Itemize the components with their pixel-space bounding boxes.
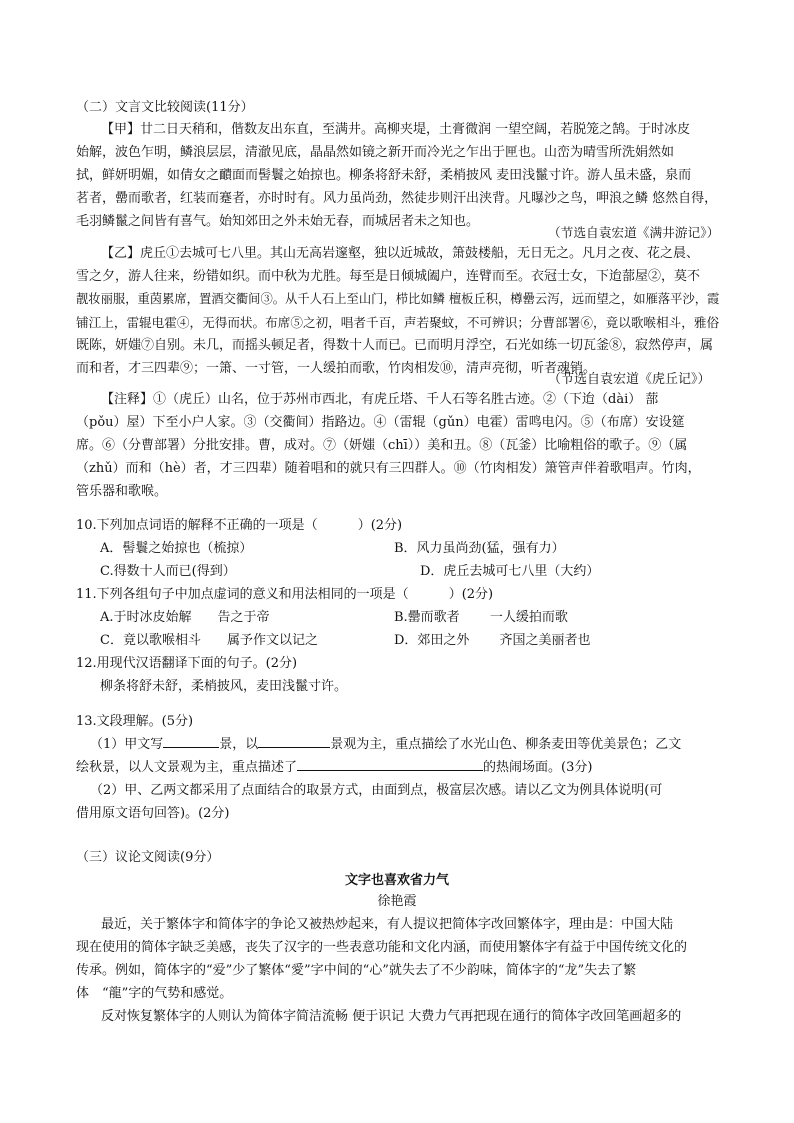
sub-question-1-cont: 绘秋景，以人文景观为主，重点描述了 的热闹场面。(3分) bbox=[76, 756, 592, 779]
article-title: 文字也喜欢省力气 bbox=[344, 873, 449, 888]
article-line: 现在使用的简体字缺乏美感，丧失了汉字的一些表意功能和文化内涵，而使用繁体字有益于中国传统文化的 bbox=[76, 940, 688, 955]
annotation-line: 席。⑥（分曹部署）分批安排。曹，成对。⑦（妍媸（chī））美和丑。⑧（瓦釜）比喻粗俗的歌子。⑨（属 bbox=[76, 438, 688, 453]
answer-blank[interactable] bbox=[318, 516, 358, 529]
passage-line: 始解，波色乍明，鳞浪层层，清澈见底，晶晶然如镜之新开而冷光之乍出于匣也。山峦为晴雪所洗娟然如 bbox=[76, 145, 675, 160]
article-author: 徐艳霞 bbox=[377, 894, 417, 909]
option-a: A．髻鬟之始掠也（梳掠） bbox=[100, 541, 253, 556]
passage-line: 铺江上，雷辊电霍④，无得而状。布席⑤之初，唱者千百，声若聚蚊，不可辨识；分曹部署⑥，竟以歌喉相斗，雅俗 bbox=[76, 315, 720, 330]
article-line: 最近，关于繁体字和简体字的争论又被热炒起来，有人提议把简体字改回繁体字，理由是：中国大陆 bbox=[101, 917, 674, 932]
question-stem: 10.下列加点词语的解释不正确的一项是（ ）(2分) bbox=[76, 518, 403, 533]
sub-question-1: （1）甲文写 景，以 景观为主，重点描绘了水光山色、柳条麦田等优美景色；乙文 bbox=[90, 733, 681, 756]
annotation-line: 管乐器和歌喉。 bbox=[76, 484, 168, 499]
translation-sentence: 柳条将舒未舒，柔梢披风，麦田浅鬣寸许。 bbox=[100, 679, 348, 694]
passage-line: 雪之夕，游人往来，纷错如织。而中秋为尤胜。每至是日倾城阖户，连臂而至。衣冠士女，下迨蔀屋②，莫不 bbox=[76, 269, 701, 284]
passage-line: 既陈，妍媸⑦自别。未几，而摇头顿足者，得数十人而已。已而明月浮空，石光如练一切瓦釜⑧，寂然停声，属 bbox=[76, 338, 714, 353]
answer-blank[interactable] bbox=[409, 585, 449, 598]
article-line: 体 “龍”字的气势和感觉。 bbox=[76, 986, 233, 1001]
passage-line: 茗者，罍而歌者，红装而蹇者，亦时时有。风力虽尚劲，然徒步则汗出浃背。凡曝沙之鸟，呷浪之鳞 悠然自得， bbox=[76, 191, 718, 206]
passage-line: 拭，鲜妍明媚，如倩女之靧面而髻鬟之始掠也。柳条将舒未舒，柔梢披风 麦田浅鬣寸许。游人虽未盛，泉而 bbox=[76, 168, 692, 183]
passage-source: （节选自袁宏道《满井游记》） bbox=[548, 225, 720, 240]
passage-line: 【甲】廿二日天稍和，偕数友出东直，至满井。高柳夹堤，土膏微润 一望空阔，若脱笼之鹄。于时冰皮 bbox=[101, 122, 691, 137]
passage-line: 毛羽鳞鬣之间皆有喜气。始知郊田之外未始无春，而城居者未之知也。 bbox=[76, 214, 480, 229]
article-line: 反对恢复繁体字的人则认为简体字简洁流畅 便于识记 大费力气再把现在通行的简体字改回笔画超多的 bbox=[101, 1009, 682, 1024]
option-c: C．竟以歌喉相斗 属予作文以记之 bbox=[100, 633, 318, 648]
annotation-line: （pǒu）屋）下至小户人家。③（交衢间）指路边。④（雷辊（gǔn）电霍）雷鸣电闪。⑤（布席）安设筵 bbox=[76, 415, 685, 430]
option-d: D．虎丘去城可七八里（大约） bbox=[420, 564, 600, 579]
passage-source: （节选自袁宏道《虎丘记》） bbox=[548, 372, 711, 387]
section-heading-argumentative: （三）议论文阅读(9分） bbox=[76, 850, 220, 865]
annotation-line: （zhǔ）而和（hè）者，才三四辈）随着唱和的就只有三四群人。⑩（竹肉相发）箫管声伴着歌唱声。竹肉， bbox=[76, 461, 701, 476]
question-stem: 13.文段理解。(5分) bbox=[76, 714, 194, 729]
section-heading-classical-chinese: （二）文言文比较阅读(11分） bbox=[76, 100, 254, 115]
question-stem: 12.用现代汉语翻译下面的句子。(2分) bbox=[76, 656, 298, 671]
passage-line: 【乙】虎丘①去城可七八里。其山无高岩邃壑，独以近城故，箫鼓楼船，无日无之。凡月之夜、花之晨、 bbox=[101, 246, 700, 261]
passage-line: 而和者，才三四辈⑨；一箫、一寸管，一人缓拍而歌，竹肉相发⑩，清声亮彻，听者魂销。 bbox=[76, 361, 597, 376]
option-c: C.得数十人而已(得到） bbox=[100, 564, 236, 579]
option-b: B．风力虽尚劲(猛，强有力） bbox=[394, 541, 565, 556]
answer-blank[interactable] bbox=[258, 734, 330, 748]
sub-question-2: （2）甲、乙两文都采用了点面结合的取景方式，由面到点，极富层次感。请以乙文为例具体说明(可 bbox=[90, 783, 663, 798]
option-a: A.于时冰皮始解 告之于帝 bbox=[100, 610, 270, 625]
answer-blank[interactable] bbox=[297, 757, 483, 771]
passage-line: 靓妆丽服，重茵累席，置酒交衢间③。从千人石上至山门，栉比如鳞 檀板丘积，樽罍云泻，远而望之，如雁落平沙，霞 bbox=[76, 292, 720, 306]
annotation-line: 【注释】①（虎丘）山名，位于苏州市西北，有虎丘塔、千人石等名胜古迹。②（下迨（dài） 蔀 bbox=[101, 392, 659, 407]
sub-question-2-cont: 借用原文语句回答)。(2分) bbox=[76, 806, 230, 821]
option-d: D．郊田之外 齐国之美丽者也 bbox=[394, 633, 591, 648]
question-stem: 11.下列各组句子中加点虚词的意义和用法相同的一项是（ ）(2分) bbox=[76, 587, 494, 602]
answer-blank[interactable] bbox=[163, 734, 219, 748]
option-b: B.罍而歌者 一人缓拍而歌 bbox=[394, 610, 568, 625]
article-line: 传承。例如，简体字的“爱”少了繁体“愛”字中间的“心”就失去了不少韵味，简体字的“龙”失去了繁 bbox=[76, 963, 637, 978]
